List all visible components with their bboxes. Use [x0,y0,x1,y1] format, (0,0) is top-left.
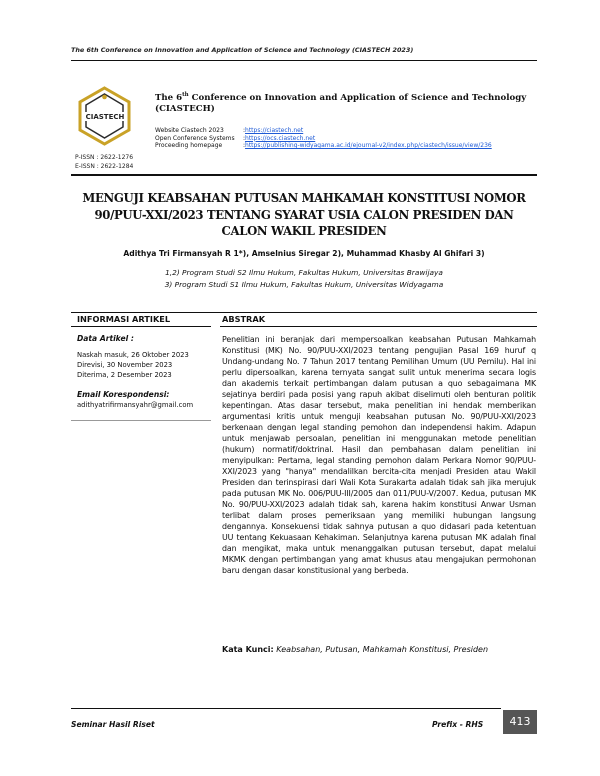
paper-title: MENGUJI KEABSAHAN PUTUSAN MAHKAMAH KONSTITUSI NOMOR 90/PUU-XXI/2023 TENTANG SYARAT USIA CALON PRESIDEN DAN CALON WAKIL PRESIDEN [82,191,526,238]
date-revised: Direvisi, 30 November 2023 [77,361,173,369]
svg-text:CIASTECH: CIASTECH [85,113,125,121]
ciastech-hexagon-logo-icon [77,86,132,146]
article-info [77,334,227,410]
ciastech-logo [77,86,132,146]
masthead-rule [71,174,537,176]
abstract-body [222,334,536,576]
ocs-link[interactable]: https://ocs.ciastech.net [245,134,316,142]
abstract-heading: ABSTRAK [222,314,266,324]
link-row-ocs: Open Conference Systems : https://ocs.ciastech.net [155,134,316,142]
date-accepted: Diterima, 2 Desember 2023 [77,371,172,379]
abstract-head-rule [220,326,537,327]
info-divider [71,420,211,421]
data-artikel-label: Data Artikel : [77,334,134,343]
abstract-text: Penelitian ini beranjak dari mempersoalkan keabsahan Putusan Mahkamah Konstitusi (MK) No. 90/PUU-XXI/2023 tentang pengujian Pasal 169 huruf q Undang-undang No. 7 Tahun 2017 tentang Pemilihan Umum (UU Pemilu). Hal ini perlu dipersoalkan, karena ternyata sangat sulit untuk menerima secara logis dan akademis terkait pertimbangan dalam putusan a quo sebagaimana MK sejatinya berdiri pada posisi yang rapuh akibat diselimuti oleh benturan politik kepentingan. Atas dasar tersebut, maka penelitian ini hendak memberikan argumentasi kritis untuk menguji keabsahan putusan No. 90/PUU-XXI/2023 berkenaan dengan legal standing pemohon dan independensi hakim. Adapun untuk menjawab persoalan, penelitian ini menggunakan metode penelitian (hukum) normatif/doktrinal. Hasil dan pembahasan dalam penelitian ini menyipulkan: Pertama, legal standing pemohon dalam Perkara Nomor 90/PUU-XXI/2023 yang "hanya" mendalilkan bercita-cita menjadi Presiden atau Wakil Presiden dan terinspirasi dari Wali Kota Surakarta adalah tidak sah jika merujuk pada putusan MK No. 006/PUU-III/2005 dan 011/PUU-V/2007. Kedua, putusan MK No. 90/PUU-XXI/2023 adalah tidak sah, karena hakim konstitusi Anwar Usman terlibat dalam proses pemeriksaan yang memiliki hubungan langsung dengannya. Konsekuensi tidak sahnya putusan a quo didasari pada ketentuan UU tentang Kekuasaan Kehakiman. Selanjutnya karena putusan MK adalah final dan mengikat, maka untuk menanggalkan putusan tersebut, dapat melalui MKMK dengan pertimbangan yang amat khusus atau mengajukan permohonan baru dengan dasar konstitusional yang berbeda. [222,335,536,575]
article-info-heading: INFORMASI ARTIKEL [77,314,171,324]
footer-right: Prefix - RHS [432,720,484,729]
date-received: Naskah masuk, 26 Oktober 2023 [77,351,189,359]
affiliation-2: 3) Program Studi S1 Ilmu Hukum, Fakultas Hukum, Universitas Widyagama [164,280,444,289]
affiliation-1: 1,2) Program Studi S2 Ilmu Hukum, Fakultas Hukum, Universitas Brawijaya [165,268,443,277]
link-row-proceeding: Proceeding homepage : https://publishing-widyagama.ac.id/ejournal-v2/index.php/ciastech/issue/view/236 [155,142,492,150]
author-list: Adithya Tri Firmansyah R 1*), Amselnius Siregar 2), Muhammad Khasby Al Ghifari 3) [123,249,485,258]
website-link[interactable]: https://ciastech.net [245,127,304,134]
footer-rule [71,708,501,709]
keywords-value: Keabsahan, Putusan, Mahkamah Konstitusi, Presiden [276,645,489,654]
info-head-rule [71,326,211,327]
conference-title: The 6th Conference on Innovation and Application of Science and Technology (CIASTECH) [155,92,527,114]
e-issn: E-ISSN : 2622-1284 [75,163,134,170]
issn-block [75,153,133,171]
keywords-label: Kata Kunci: [222,645,274,654]
running-header: The 6th Conference on Innovation and Application of Science and Technology (CIASTECH 2023) [71,46,414,54]
correspondence-email: adithyatrifirmansyahr@gmail.com [77,401,194,409]
page-number: 413 [503,710,537,734]
header-rule [71,60,537,61]
p-issn: P-ISSN : 2622-1276 [75,154,134,161]
section-top-rule [71,312,537,313]
proceeding-link[interactable]: https://publishing-widyagama.ac.id/ejournal-v2/index.php/ciastech/issue/view/236 [245,142,492,150]
link-row-website: Website Ciastech 2023 : https://ciastech.net [155,127,304,134]
conference-links [155,127,492,150]
keywords [222,645,488,654]
footer-left: Seminar Hasil Riset [71,720,155,729]
email-label: Email Korespondensi: [77,390,170,399]
